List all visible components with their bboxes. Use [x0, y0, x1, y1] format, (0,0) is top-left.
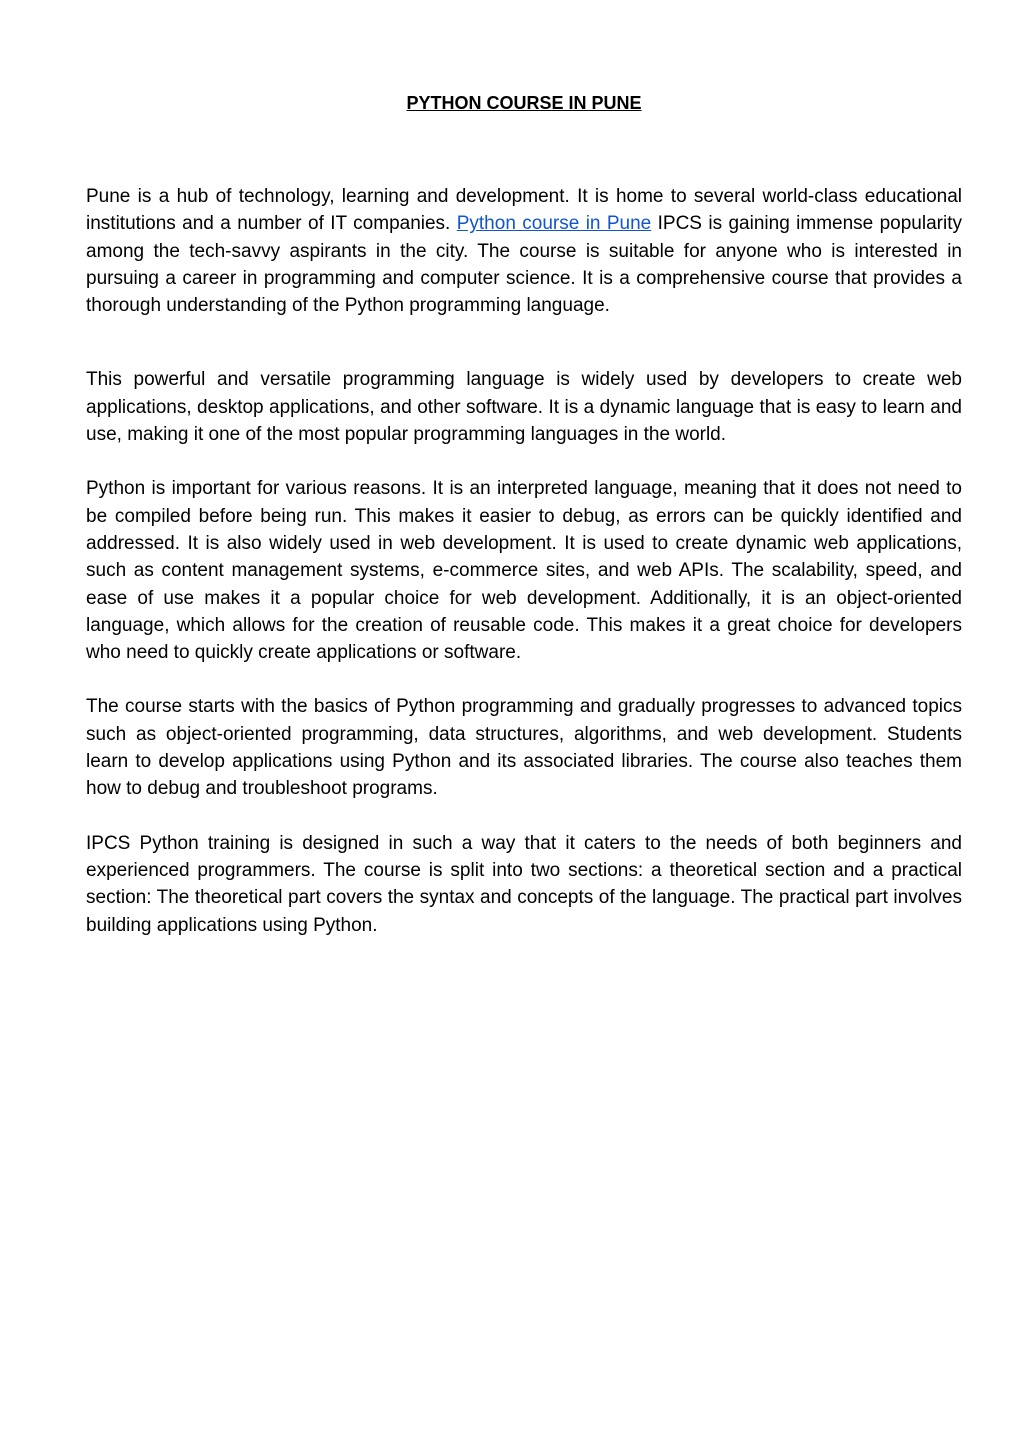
paragraph-training: IPCS Python training is designed in such a way that it caters to the needs of both beginners and experienced programmers. The course is split into two sections: a theoretical section and a practical section: The theoretical part covers the syntax and concepts of the language. The practical part involves building applications using Python.: [86, 832, 962, 936]
document-title-text: PYTHON COURSE IN PUNE: [406, 93, 642, 113]
paragraph-course-content: The course starts with the basics of Python programming and gradually progresses to advanced topics such as object-oriented programming, data structures, algorithms, and web development. Students learn to develop applications using Python and its associated libraries. The course also teaches them how to debug and troubleshoot programs.: [86, 696, 962, 800]
paragraph-intro-after-link: IPCS is gaining immense popularity among the tech-savvy aspirants in the city. The course is suitable for anyone who is interested in pursuing a career in programming and computer science. It is a comprehensive course that provides a thorough understanding of the Python programming language.: [86, 213, 962, 317]
document-body: [86, 183, 962, 939]
paragraph-intro-before-link: Pune is a hub of technology, learning and development. It is home to several world-class educational institutions and a number of IT companies.: [86, 186, 962, 235]
paragraph-importance: Python is important for various reasons. It is an interpreted language, meaning that it does not need to be compiled before being run. This makes it easier to debug, as errors can be quickly identified and addressed. It is also widely used in web development. It is used to create dynamic web applications, such as content management systems, e-commerce sites, and web APIs. The scalability, speed, and ease of use makes it a popular choice for web development. Additionally, it is an object-oriented language, which allows for the creation of reusable code. This makes it a great choice for developers who need to quickly create applications or software.: [86, 478, 962, 664]
python-course-link[interactable]: Python course in Pune: [456, 213, 652, 235]
paragraph-intro: [86, 183, 962, 319]
paragraph-language: This powerful and versatile programming language is widely used by developers to create web applications, desktop applications, and other software. It is a dynamic language that is easy to learn and use, making it one of the most popular programming languages in the world.: [86, 369, 962, 446]
document-title: [86, 91, 962, 115]
